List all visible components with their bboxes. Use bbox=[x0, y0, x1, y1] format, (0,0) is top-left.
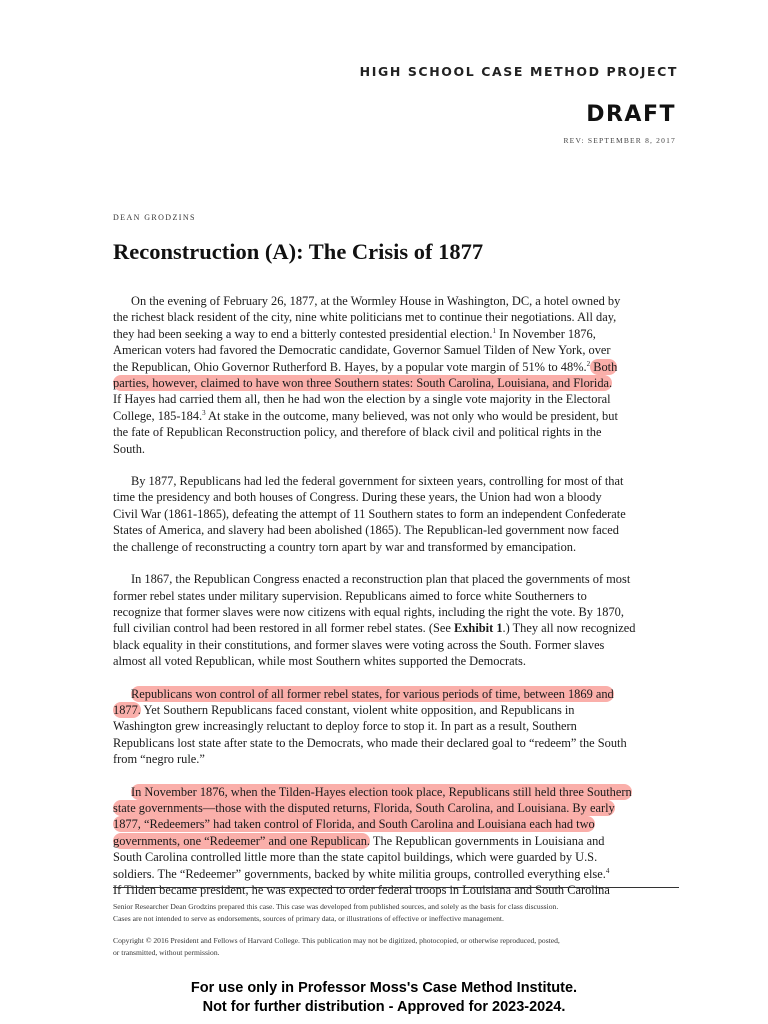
text-line: If Tilden became president, he was expected to order federal troops in Louisiana and South Carolina bbox=[113, 883, 610, 897]
footnote-ref: 4 bbox=[605, 866, 610, 875]
footnote-line: Cases are not intended to serve as endorsements, sources of primary data, or illustrations of effective or ineffective management. bbox=[113, 914, 504, 923]
text-line: On the evening of February 26, 1877, at the Wormley House in Washington, DC, a hotel owned by bbox=[131, 294, 621, 308]
text-line: recognize that former slaves were now citizens with equal rights, including the right the vote. By 1870, bbox=[113, 604, 624, 619]
text-line: the richest black resident of the city, nine white politicians met to continue their negotiations. All day, bbox=[113, 310, 617, 325]
text-line: South. bbox=[113, 441, 146, 456]
footnote-line: Copyright © 2016 President and Fellows of Harvard College. This publication may not be digitized, photocopied, or otherwise reproduced, posted, bbox=[113, 936, 560, 945]
draft-label: DRAFT bbox=[586, 102, 676, 127]
text-line: almost all voted Republican, while most Southern whites supported the Democrats. bbox=[113, 654, 526, 669]
text-line: Yet Southern Republicans faced constant, violent white opposition, and Republicans in bbox=[140, 702, 575, 717]
highlight: 1877. bbox=[113, 702, 141, 717]
text-line: Civil War (1861-1865), defeating the attempt of 11 Southern states to form an independent Confederate bbox=[113, 506, 626, 521]
text-line: Republicans lost state after state to the Democrats, who made their declared goal to “redeem” the South bbox=[113, 735, 627, 750]
text-line: time the presidency and both houses of Congress. During these years, the Union had won a bloody bbox=[113, 490, 602, 505]
text-line: the Republican, Ohio Governor Rutherford B. Hayes, by a popular vote margin of 51% to 48%. bbox=[113, 359, 587, 374]
highlight: 1877, “Redeemers” had taken control of Florida, and South Carolina and Louisiana each had two bbox=[113, 817, 595, 832]
usage-notice bbox=[0, 979, 768, 1017]
text-line: States of America, and slavery had been abolished (1865). The Republican-led government now faced bbox=[113, 523, 619, 538]
author-note bbox=[113, 901, 683, 925]
project-name: HIGH SCHOOL CASE METHOD PROJECT bbox=[359, 64, 678, 79]
exhibit-ref: Exhibit 1 bbox=[453, 621, 503, 636]
case-title: Reconstruction (A): The Crisis of 1877 bbox=[113, 239, 484, 264]
footnote-line: or transmitted, without permission. bbox=[113, 948, 220, 957]
highlight: Both bbox=[590, 359, 618, 374]
paragraph-4 bbox=[113, 686, 678, 768]
case-body bbox=[113, 293, 678, 914]
footnote-divider bbox=[113, 887, 679, 888]
text-line: In November 1876, bbox=[496, 326, 596, 341]
highlight: Republicans won control of all former rebel states, for various periods of time, between 1869 and bbox=[131, 686, 614, 701]
text-line: .) They all now recognized bbox=[502, 621, 636, 636]
author-name: DEAN GRODZINS bbox=[113, 213, 196, 222]
text-line: the challenge of reconstructing a country torn apart by war and transformed by emancipation. bbox=[113, 539, 577, 554]
highlight: parties, however, claimed to have won three Southern states: South Carolina, Louisiana, and Florida. bbox=[113, 376, 613, 391]
footnote-ref: 1 bbox=[492, 326, 496, 335]
copyright-note bbox=[113, 935, 683, 959]
footnote-ref: 3 bbox=[202, 408, 206, 417]
highlight: In November 1876, when the Tilden-Hayes election took place, Republicans still held three Southern bbox=[131, 784, 632, 799]
text-line: former rebel states under military supervision. Republicans aimed to force white Southerners to bbox=[113, 588, 587, 603]
paragraph-3 bbox=[113, 571, 678, 669]
text-line: By 1877, Republicans had led the federal government for sixteen years, controlling for most of that bbox=[131, 474, 624, 489]
text-line: At stake in the outcome, many believed, was not only who would be president, but bbox=[205, 408, 618, 423]
usage-line: Not for further distribution - Approved for 2023-2024. bbox=[202, 999, 566, 1015]
highlight: state governments—those with the disputed returns, Florida, South Carolina, and Louisiana. By early bbox=[113, 800, 615, 815]
text-line: If Hayes had carried them all, then he had won the election by a single vote majority in the Electoral bbox=[113, 392, 611, 407]
paragraph-5 bbox=[113, 784, 678, 899]
footnote-ref: 2 bbox=[586, 359, 591, 368]
text-line: they had been seeking a way to end a bitterly contested presidential election. bbox=[113, 326, 493, 341]
footnote-line: Senior Researcher Dean Grodzins prepared this case. This case was developed from published sources, and solely as the basis for class discussion. bbox=[113, 902, 559, 911]
highlight: governments, one “Redeemer” and one Republican. bbox=[113, 833, 371, 848]
text-line: Washington grew increasingly reluctant to deploy force to stop it. In part as a result, Southern bbox=[113, 719, 577, 734]
paragraph-1 bbox=[113, 293, 678, 457]
text-line: from “negro rule.” bbox=[113, 752, 205, 767]
text-line: soldiers. The “Redeemer” governments, backed by white militia groups, controlled everything else. bbox=[113, 866, 606, 881]
text-line: South Carolina controlled little more than the state capitol buildings, which were guarded by U.S. bbox=[113, 850, 598, 865]
revision-date: REV: SEPTEMBER 8, 2017 bbox=[563, 136, 676, 145]
text-line: College, 185-184. bbox=[113, 408, 203, 423]
paragraph-2 bbox=[113, 473, 678, 555]
text-line: full civilian control had been restored in all former rebel states. (See bbox=[113, 621, 454, 636]
text-line: In 1867, the Republican Congress enacted a reconstruction plan that placed the governments of most bbox=[131, 572, 631, 587]
usage-line: For use only in Professor Moss's Case Method Institute. bbox=[190, 980, 578, 996]
text-line: the fate of Republican Reconstruction policy, and therefore of black civil and political rights in the bbox=[113, 425, 602, 440]
text-line: black equality in their constitutions, and former slaves were voting across the South. Former slaves bbox=[113, 637, 605, 652]
text-line: American voters had favored the Democratic candidate, Governor Samuel Tilden of New York, over bbox=[113, 343, 611, 358]
text-line: The Republican governments in Louisiana and bbox=[370, 833, 605, 848]
